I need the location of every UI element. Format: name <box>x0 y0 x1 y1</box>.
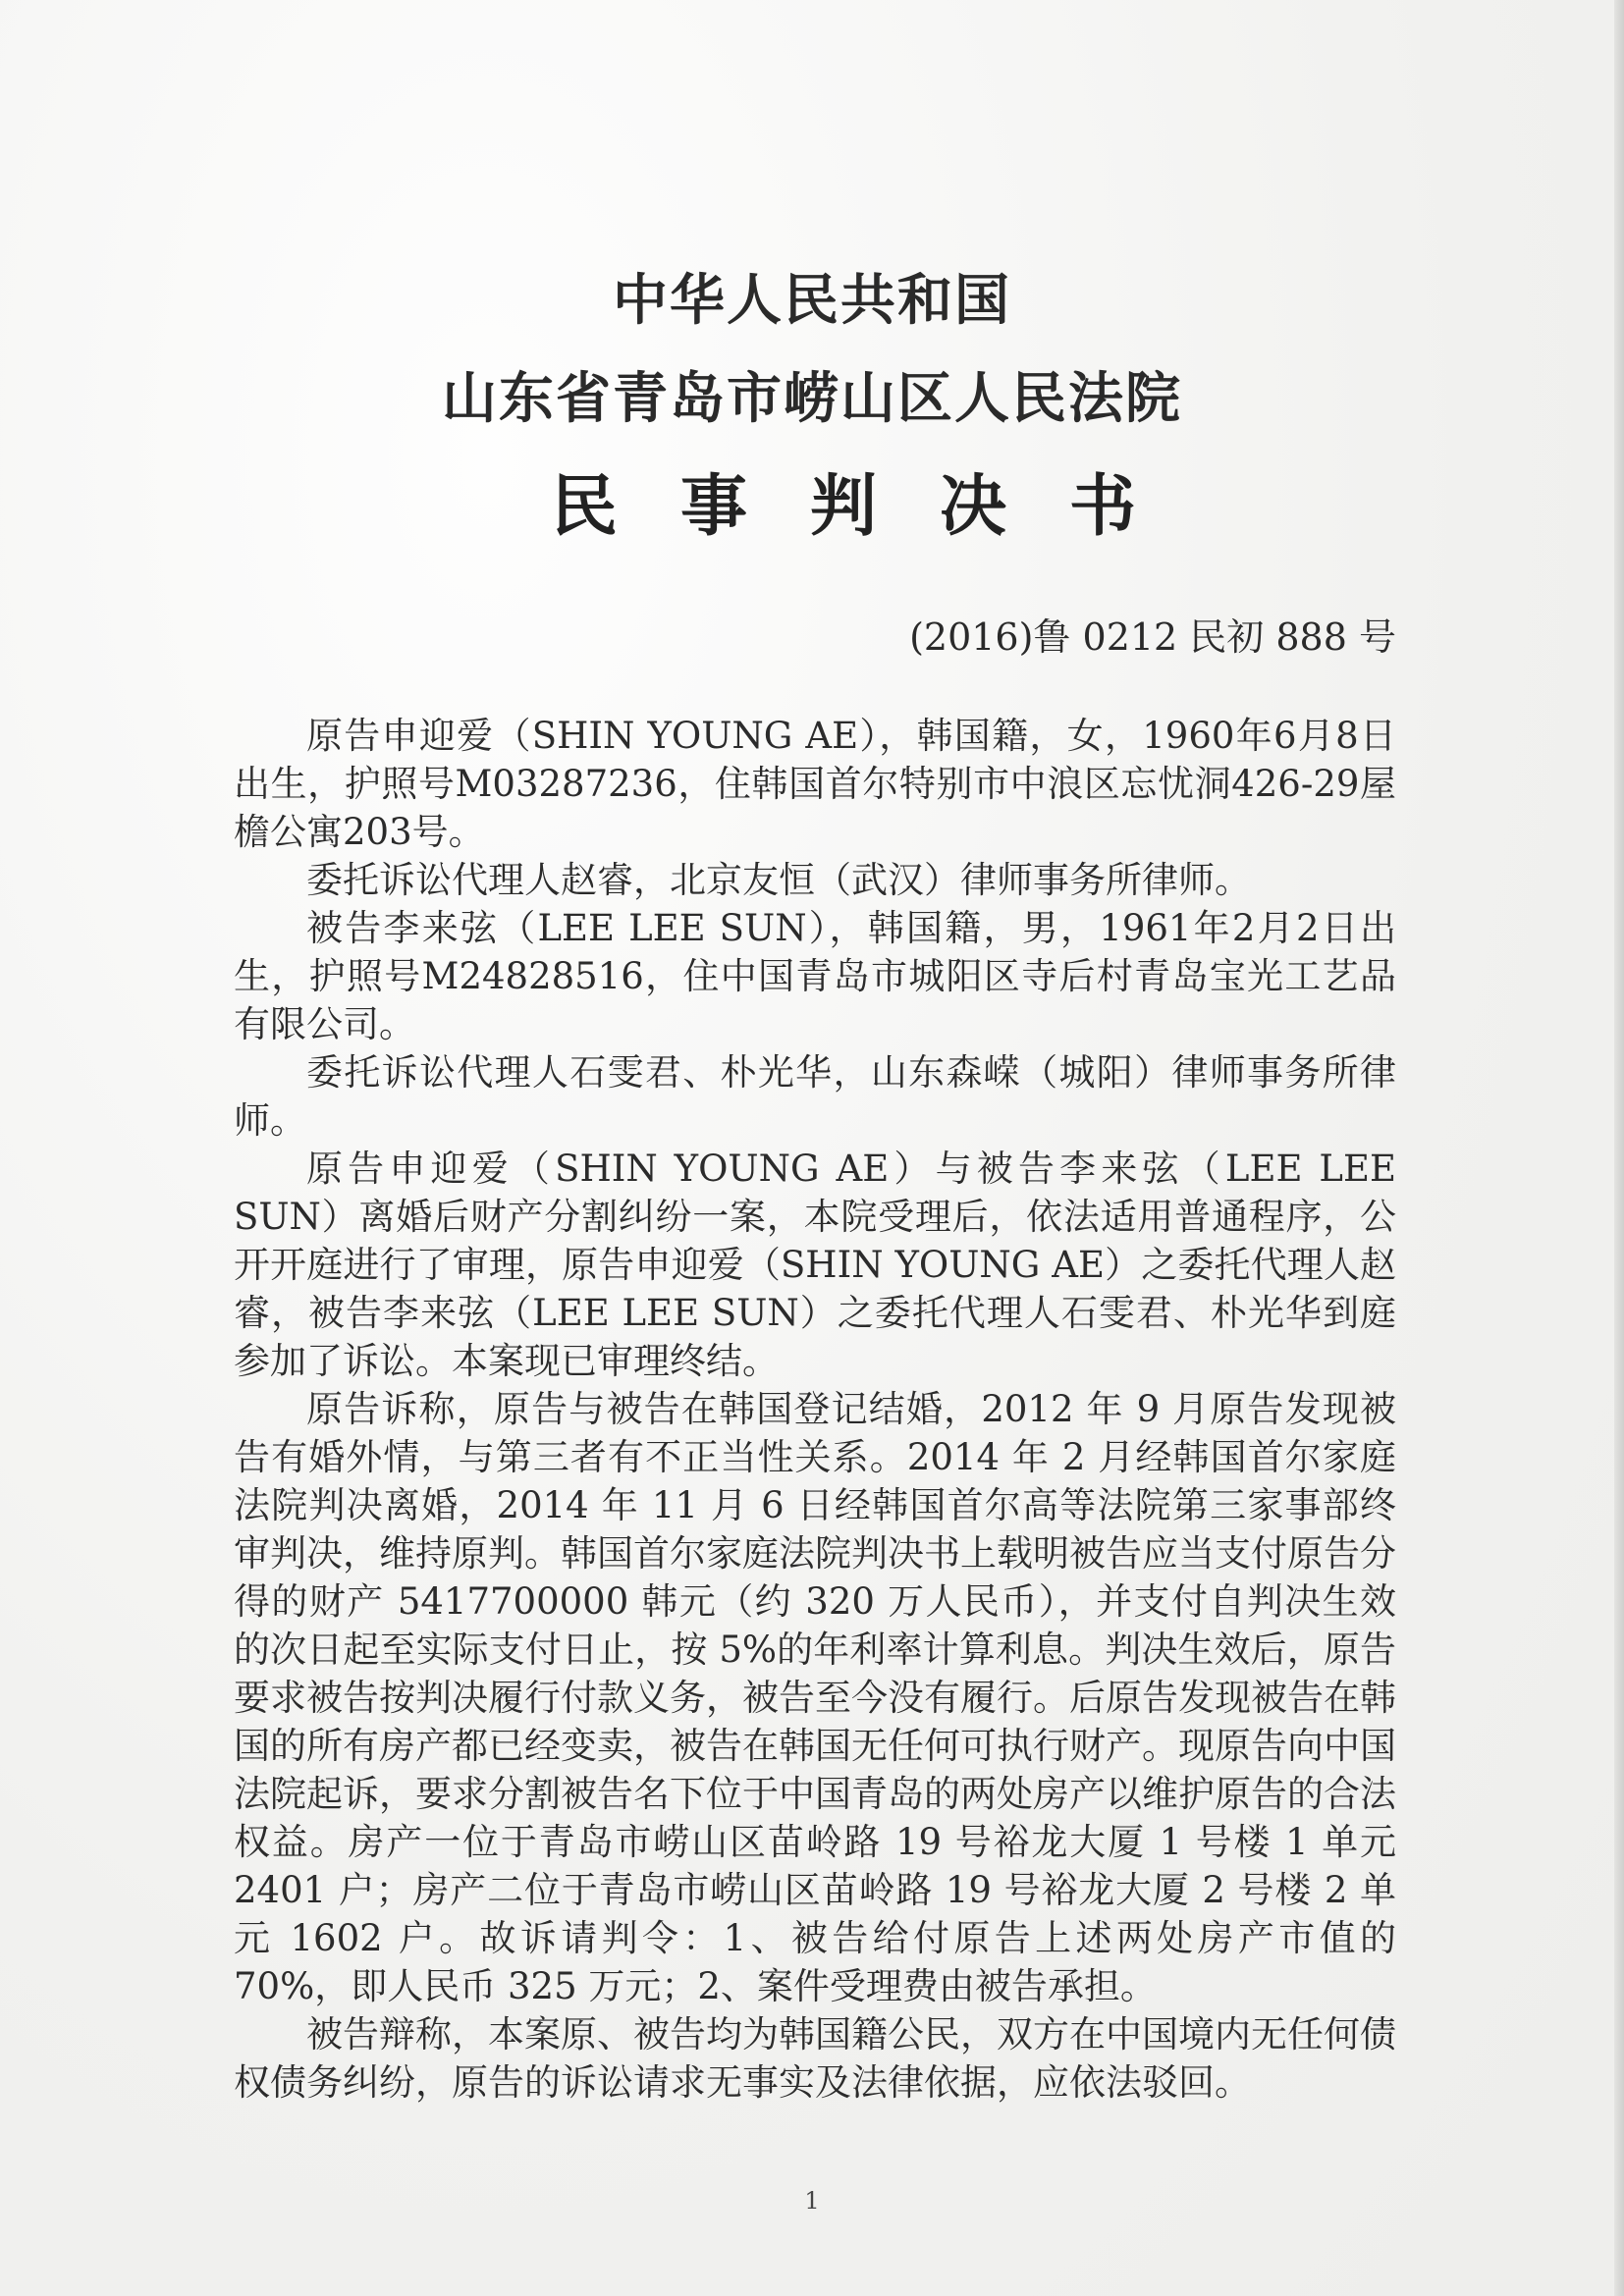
defendant-agent-paragraph: 委托诉讼代理人石雯君、朴光华，山东森嵘（城阳）律师事务所律师。 <box>234 1051 1396 1142</box>
case-number: (2016)鲁 0212 民初 888 号 <box>909 615 1396 659</box>
case-procedure-paragraph: 原告申迎爱（SHIN YOUNG AE）与被告李来弦（LEE LEE SUN）离婚后财产分割纠纷一案，本院受理后，依法适用普通程序，公开开庭进行了审理，原告申迎爱（SHIN YOUNG AE）之委托代理人赵睿，被告李来弦（LEE LEE SUN）之委托代理人石雯君、朴光华到庭参加了诉讼。本案现已审理终结。 <box>234 1148 1396 1382</box>
plaintiff-agent-paragraph: 委托诉讼代理人赵睿，北京友恒（武汉）律师事务所律师。 <box>306 859 1251 901</box>
court-title: 山东省青岛市崂山区人民法院 <box>442 366 1182 431</box>
plaintiff-claim-paragraph: 原告诉称，原告与被告在韩国登记结婚，2012 年 9 月原告发现被告有婚外情，与第三者有不正当性关系。2014 年 2 月经韩国首尔家庭法院判决离婚，2014 年 11 月 6 日经韩国首尔高等法院第三家事部终审判决，维持原判。韩国首尔家庭法院判决书上载明被告应当支付原告分得的财产 5417700000 韩元（约 320 万人民币），并支付自判决生效的次日起至实际支付日止，按 5%的年利率计算利息。判决生效后，原告要求被告按判决履行付款义务，被告至今没有履行。后原告发现被告在韩国的所有房产都已经变卖，被告在韩国无任何可执行财产。现原告向中国法院起诉，要求分割被告名下位于中国青岛的两处房产以维护原告的合法权益。房产一位于青岛市崂山区苗岭路 19 号裕龙大厦 1 号楼 1 单元 2401 户；房产二位于青岛市崂山区苗岭路 19 号裕龙大厦 2 号楼 2 单元 1602 户。故诉请判令：1、被告给付原告上述两处房产市值的 70%，即人民币 325 万元；2、案件受理费由被告承担。 <box>234 1388 1396 2007</box>
defendant-info-paragraph: 被告李来弦（LEE LEE SUN），韩国籍，男，1961年2月2日出生，护照号M24828516，住中国青岛市城阳区寺后村青岛宝光工艺品有限公司。 <box>234 907 1396 1045</box>
plaintiff-info-paragraph: 原告申迎爱（SHIN YOUNG AE），韩国籍，女，1960年6月8日出生，护照号M03287236，住韩国首尔特别市中浪区忘忧洞426-29屋檐公寓203号。 <box>234 715 1396 853</box>
defendant-defense-paragraph: 被告辩称，本案原、被告均为韩国籍公民，双方在中国境内无任何债权债务纠纷，原告的诉讼请求无事实及法律依据，应依法驳回。 <box>234 2013 1396 2104</box>
page-edge <box>1614 0 1624 2296</box>
judgment-body <box>234 712 1396 2107</box>
country-title: 中华人民共和国 <box>613 268 1011 333</box>
page-number: 1 <box>804 2187 820 2215</box>
document-type-title: 民事判决书 <box>550 467 1199 546</box>
